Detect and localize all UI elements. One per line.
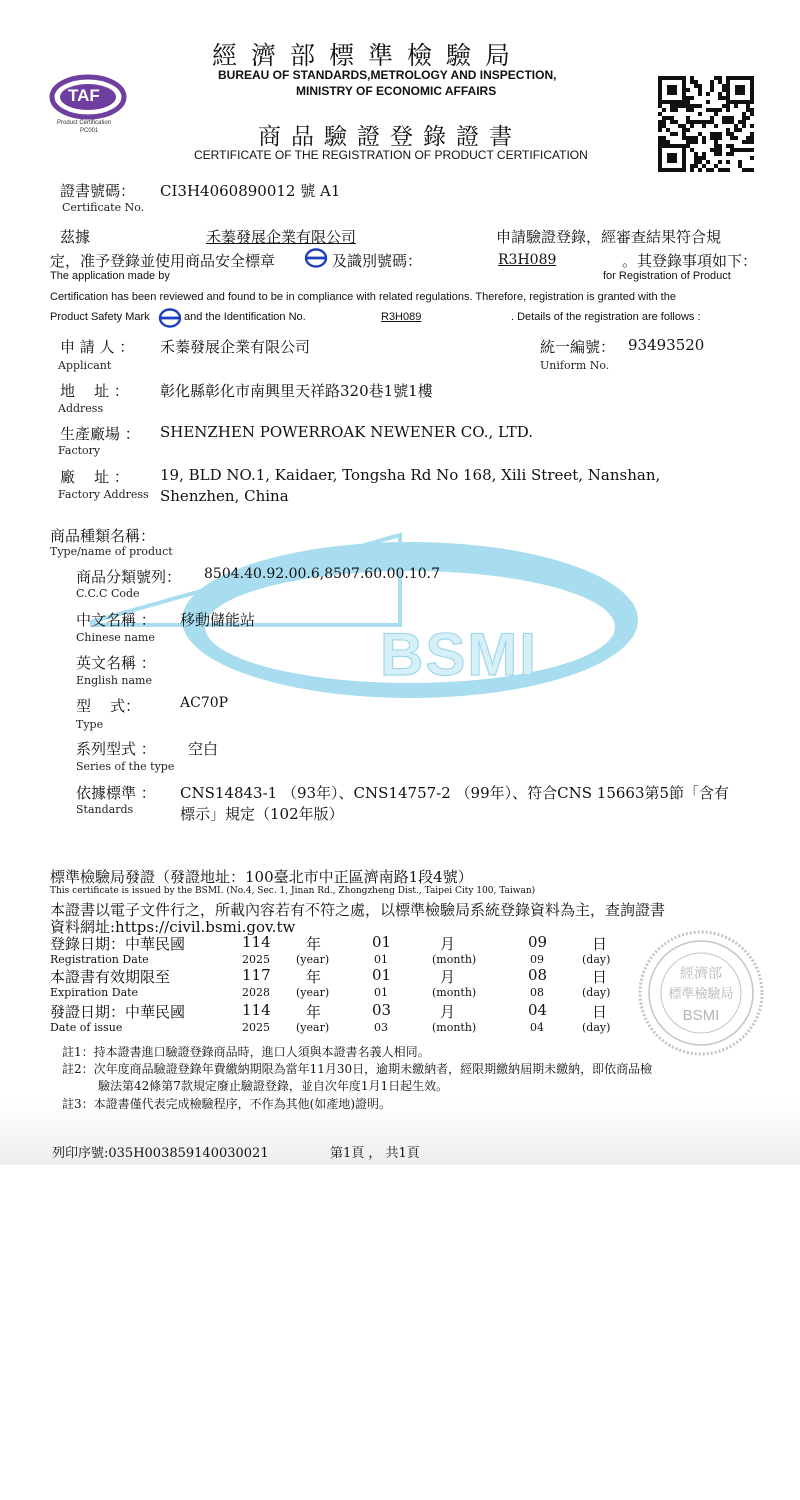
certificate-title-zh: 商品驗證登錄證書 bbox=[258, 124, 522, 150]
statement-line2-a: 定，准予登錄並使用商品安全標章 bbox=[50, 252, 276, 270]
applicant-label: 申 請 人 ： bbox=[60, 338, 135, 356]
statement-en-2: Certification has been reviewed and found to be in compliance with related regulations. Therefore, registration is granted with the bbox=[50, 291, 676, 303]
date-year-unit: 年 bbox=[306, 935, 322, 953]
date-day-en: 08 bbox=[530, 986, 544, 999]
date-month-unit-en: (month) bbox=[432, 986, 477, 999]
product-type-label-en: Type/name of product bbox=[50, 545, 173, 558]
watermark-text: BSMI bbox=[380, 621, 538, 688]
date-day-unit: 日 bbox=[592, 1003, 608, 1021]
english-name-label: 英文名稱 ： bbox=[76, 654, 156, 672]
note-2-b: 驗法第42條第7款規定廢止驗證登錄，並自次年度1月1日起生效。 bbox=[98, 1079, 449, 1093]
bsmi-seal bbox=[636, 928, 766, 1058]
electronic-note-1: 本證書以電子文件行之，所載內容若有不符之處，以標準檢驗局系統登錄資料為主，查詢證書 bbox=[50, 901, 666, 919]
date-month: 01 bbox=[372, 966, 392, 984]
date-label-zh: 本證書有效期限至 bbox=[50, 968, 171, 986]
date-month-en: 01 bbox=[374, 986, 388, 999]
factory-label-en: Factory bbox=[58, 444, 101, 457]
statement-id-no: R3H089 bbox=[498, 252, 557, 268]
date-day-unit-en: (day) bbox=[582, 953, 611, 966]
series-label: 系列型式 ： bbox=[76, 740, 156, 758]
applicant-value: 禾蓁發展企業有限公司 bbox=[160, 338, 311, 356]
uniform-no-label: 統一編號： bbox=[540, 338, 616, 356]
date-month-unit-en: (month) bbox=[432, 1021, 477, 1034]
statement-mid: 申請驗證登錄，經審查結果符合規 bbox=[496, 228, 722, 246]
certificate-title-en: CERTIFICATE OF THE REGISTRATION OF PRODUCT CERTIFICATION bbox=[194, 148, 588, 162]
bureau-name-en-1: BUREAU OF STANDARDS,METROLOGY AND INSPECTION, bbox=[218, 68, 557, 82]
seal-line-3: BSMI bbox=[682, 1007, 720, 1024]
statement-company: 禾蓁發展企業有限公司 bbox=[206, 228, 357, 246]
date-label-en: Expiration Date bbox=[50, 986, 139, 999]
product-type-label: 商品種類名稱： bbox=[50, 527, 156, 545]
model-label-en: Type bbox=[76, 718, 104, 731]
model-value: AC70P bbox=[180, 695, 229, 711]
date-month: 01 bbox=[372, 933, 392, 951]
date-day-en: 04 bbox=[530, 1021, 544, 1034]
bureau-name-zh: 經濟部標準檢驗局 bbox=[212, 41, 525, 70]
model-label: 型 式： bbox=[76, 697, 141, 715]
date-month-en: 01 bbox=[374, 953, 388, 966]
factory-address-value-2: Shenzhen, China bbox=[160, 487, 289, 505]
standards-label: 依據標準 ： bbox=[76, 784, 156, 802]
date-year-unit-en: (year) bbox=[296, 1021, 330, 1034]
statement-prefix: 茲據 bbox=[60, 228, 91, 246]
address-value: 彰化縣彰化市南興里天祥路320巷1號1樓 bbox=[160, 382, 433, 400]
ccc-code-label-en: C.C.C Code bbox=[76, 587, 140, 600]
chinese-name-label: 中文名稱 ： bbox=[76, 611, 156, 629]
ccc-code-label: 商品分類號列： bbox=[76, 568, 182, 586]
factory-label: 生產廠場 ： bbox=[60, 425, 140, 443]
statement-en-3-id: R3H089 bbox=[381, 311, 422, 323]
taf-logo bbox=[48, 74, 128, 136]
standards-value-1: CNS14843-1 （93年）、CNS14757-2 （99年）、符合CNS 15663第5節「含有 bbox=[180, 784, 730, 802]
date-month-unit: 月 bbox=[440, 1003, 456, 1021]
date-year: 2025 bbox=[242, 953, 270, 966]
date-label-en: Date of issue bbox=[50, 1021, 123, 1034]
date-roc-year: 114 bbox=[242, 1001, 271, 1019]
statement-en-3-c: . Details of the registration are follows : bbox=[511, 311, 701, 323]
statement-en-3-a: Product Safety Mark bbox=[50, 311, 150, 323]
date-year-unit-en: (year) bbox=[296, 986, 330, 999]
certificate-number-label: 證書號碼： bbox=[60, 182, 136, 200]
statement-en-1: The application made by bbox=[50, 270, 170, 282]
address-label-en: Address bbox=[58, 402, 104, 415]
statement-en-3-b: and the Identification No. bbox=[184, 311, 306, 323]
date-roc-year: 117 bbox=[242, 966, 271, 984]
electronic-note-2: 資料網址:https://civil.bsmi.gov.tw bbox=[50, 918, 296, 936]
date-month-unit: 月 bbox=[440, 968, 456, 986]
date-day-unit: 日 bbox=[592, 935, 608, 953]
date-day-unit: 日 bbox=[592, 968, 608, 986]
date-month: 03 bbox=[372, 1001, 392, 1019]
statement-en-1-right: for Registration of Product bbox=[603, 270, 731, 282]
date-year: 2028 bbox=[242, 986, 270, 999]
standards-value-2: 標示」規定（102年版） bbox=[180, 805, 344, 823]
date-label-zh: 登錄日期：中華民國 bbox=[50, 935, 186, 953]
date-year-unit-en: (year) bbox=[296, 953, 330, 966]
date-label-en: Registration Date bbox=[50, 953, 149, 966]
taf-logo-text: TAF bbox=[68, 86, 100, 105]
product-safety-mark-icon bbox=[304, 248, 328, 268]
qr-code bbox=[658, 76, 754, 172]
product-safety-mark-icon-en bbox=[158, 308, 182, 328]
issued-by-zh: 標準檢驗局發證（發證地址：100臺北市中正區濟南路1段4號） bbox=[50, 868, 473, 886]
address-label: 地 址 ： bbox=[60, 382, 129, 400]
seal-line-1: 經濟部 bbox=[680, 966, 722, 982]
factory-address-label-en: Factory Address bbox=[58, 488, 149, 501]
standards-label-en: Standards bbox=[76, 803, 134, 816]
date-day-en: 09 bbox=[530, 953, 544, 966]
chinese-name-value: 移動儲能站 bbox=[180, 611, 256, 629]
date-roc-year: 114 bbox=[242, 933, 271, 951]
date-month-unit: 月 bbox=[440, 935, 456, 953]
date-month-unit-en: (month) bbox=[432, 953, 477, 966]
date-day: 09 bbox=[528, 933, 548, 951]
uniform-no-label-en: Uniform No. bbox=[540, 359, 610, 372]
certificate-number: CI3H4060890012 號 A1 bbox=[160, 182, 341, 200]
english-name-label-en: English name bbox=[76, 674, 153, 687]
date-year-unit: 年 bbox=[306, 1003, 322, 1021]
factory-value: SHENZHEN POWERROAK NEWENER CO., LTD. bbox=[160, 423, 534, 441]
date-day-unit-en: (day) bbox=[582, 1021, 611, 1034]
date-day: 04 bbox=[528, 1001, 548, 1019]
applicant-label-en: Applicant bbox=[58, 359, 112, 372]
factory-address-label: 廠 址 ： bbox=[60, 468, 129, 486]
series-value: 空白 bbox=[188, 740, 219, 758]
taf-sub-1: Product Certification bbox=[57, 120, 112, 126]
bsmi-watermark bbox=[90, 525, 650, 705]
print-serial: 列印序號:035H003859140030021 bbox=[52, 1146, 269, 1161]
date-day: 08 bbox=[528, 966, 548, 984]
note-3: 註3：本證書僅代表完成檢驗程序，不作為其他(如產地)證明。 bbox=[62, 1097, 392, 1111]
factory-address-value-1: 19, BLD NO.1, Kaidaer, Tongsha Rd No 168, Xili Street, Nanshan, bbox=[160, 466, 661, 484]
note-1: 註1：持本證書進口驗證登錄商品時，進口人須與本證書名義人相同。 bbox=[62, 1045, 430, 1059]
uniform-no-value: 93493520 bbox=[628, 336, 705, 354]
date-day-unit-en: (day) bbox=[582, 986, 611, 999]
note-2-a: 註2：次年度商品驗證登錄年費繳納期限為當年11月30日，逾期未繳納者，經限期繳納屆期未繳納，即依商品檢 bbox=[62, 1062, 653, 1076]
date-year-unit: 年 bbox=[306, 968, 322, 986]
ccc-code-value: 8504.40.92.00.6,8507.60.00.10.7 bbox=[204, 566, 441, 582]
statement-line2-c: 。其登錄事項如下： bbox=[622, 252, 758, 270]
statement-line2-b: 及識別號碼： bbox=[332, 252, 423, 270]
taf-sub-2: PC001 bbox=[80, 128, 99, 134]
bureau-name-en-2: MINISTRY OF ECONOMIC AFFAIRS bbox=[296, 84, 497, 98]
page-indicator: 第1頁 ， 共1頁 bbox=[330, 1146, 420, 1161]
date-month-en: 03 bbox=[374, 1021, 388, 1034]
certificate-number-label-en: Certificate No. bbox=[62, 201, 145, 214]
series-label-en: Series of the type bbox=[76, 760, 175, 773]
chinese-name-label-en: Chinese name bbox=[76, 631, 155, 644]
date-label-zh: 發證日期：中華民國 bbox=[50, 1003, 186, 1021]
date-year: 2025 bbox=[242, 1021, 270, 1034]
seal-line-2: 標準檢驗局 bbox=[668, 987, 734, 1002]
issued-by-en: This certificate is issued by the BSMI. (No.4, Sec. 1, Jinan Rd., Zhongzheng Dist., Taipei City 100, Taiwan) bbox=[50, 886, 536, 896]
